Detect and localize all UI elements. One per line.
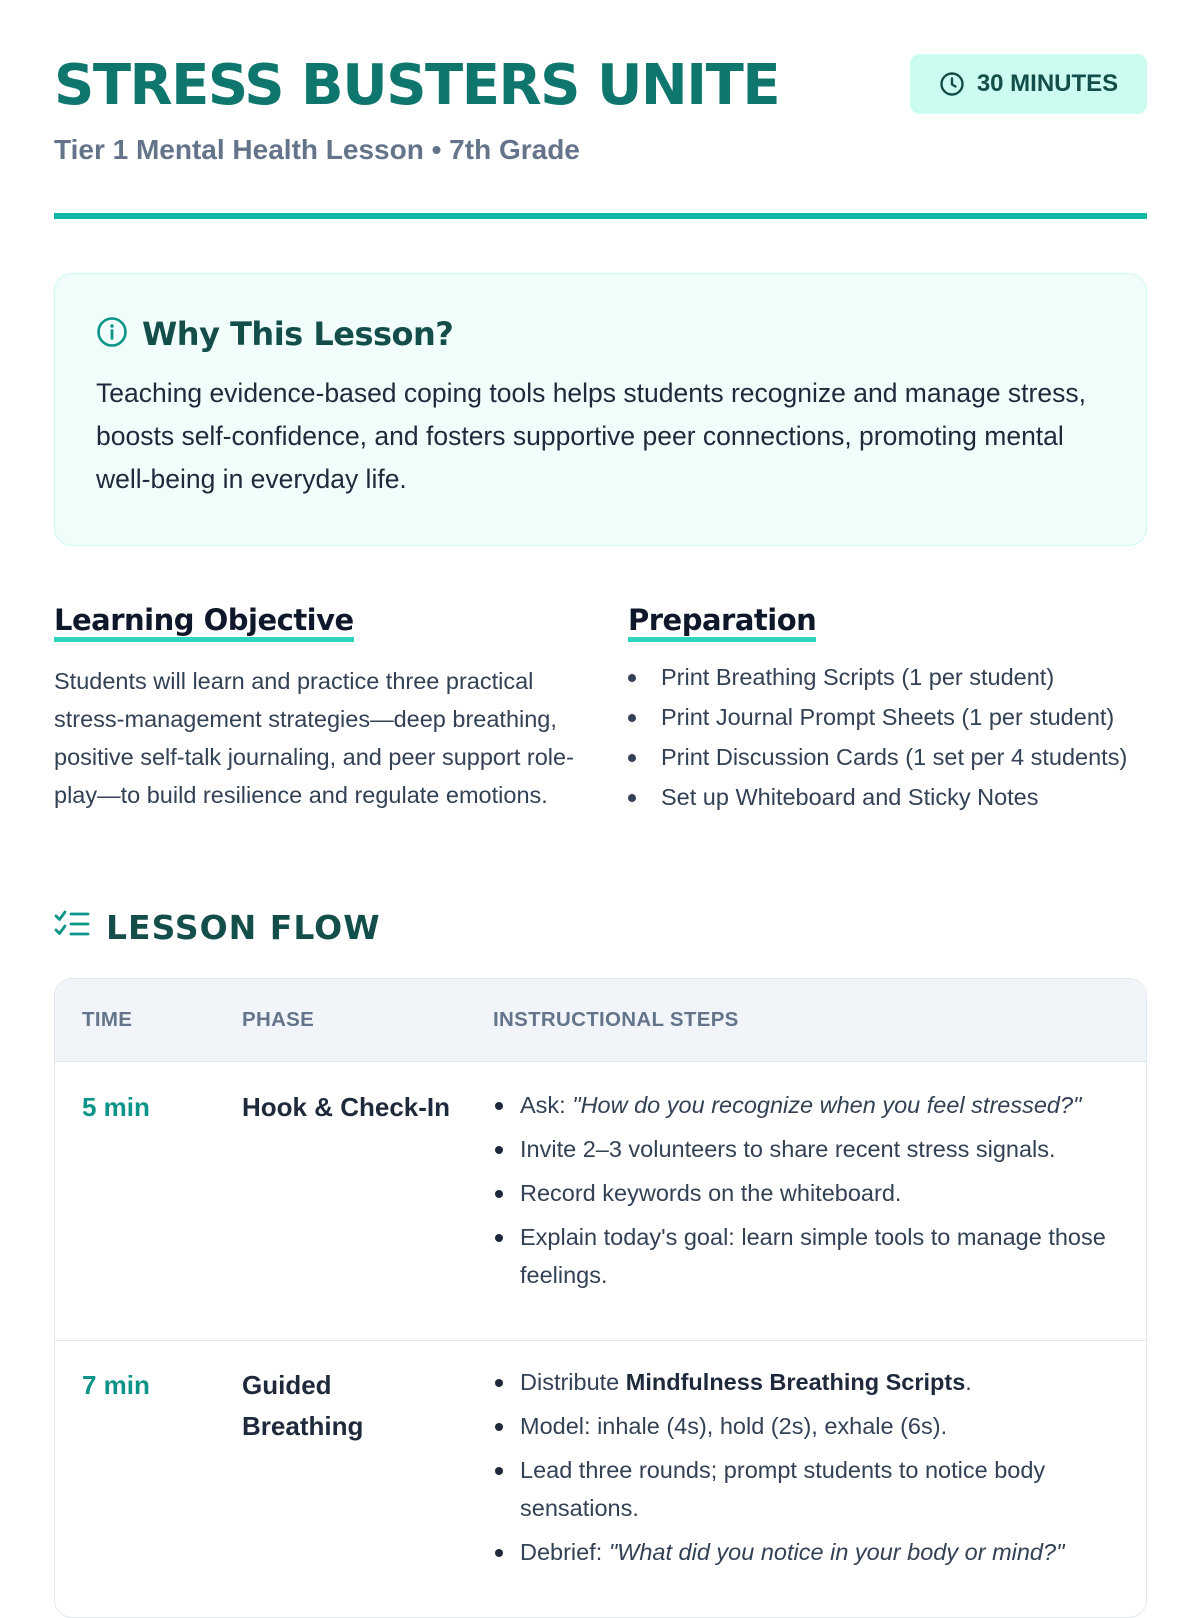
- learning-objective-column: [54, 603, 574, 814]
- step-text: .: [965, 1369, 972, 1395]
- table-row: [55, 1341, 1146, 1618]
- learning-objective-heading: Learning Objective: [54, 603, 354, 642]
- preparation-item: Print Discussion Cards (1 set per 4 students): [628, 740, 1147, 774]
- learning-objective-text: Students will learn and practice three practical stress-management strategies—deep breathing, positive self-talk journaling, and peer support role-play—to build resilience and regulate emotions.: [54, 668, 574, 808]
- step-quote: "What did you notice in your body or mind?": [608, 1539, 1065, 1565]
- duration-label: 30 MINUTES: [976, 70, 1119, 97]
- row-steps: [493, 1086, 1113, 1300]
- why-lesson-header: [96, 312, 1106, 356]
- steps-list: [493, 1363, 1113, 1571]
- column-header-steps: INSTRUCTIONAL STEPS: [493, 1008, 739, 1031]
- step-emphasis: Mindfulness Breathing Scripts: [625, 1369, 966, 1395]
- why-lesson-body: Teaching evidence-based coping tools helps students recognize and manage stress, boosts self-confidence, and fosters supportive peer connections, promoting mental well-being in everyday life.: [96, 378, 1086, 494]
- row-phase: Hook & Check-In: [242, 1092, 451, 1122]
- lesson-header: [54, 0, 1147, 220]
- step-item: [493, 1086, 1113, 1124]
- why-lesson-box: [54, 273, 1147, 546]
- step-item: Lead three rounds; prompt students to notice body sensations.: [493, 1451, 1113, 1527]
- table-row: [55, 1062, 1146, 1341]
- why-lesson-title: Why This Lesson?: [142, 315, 454, 353]
- column-header-phase: PHASE: [242, 1008, 315, 1031]
- header-divider: [54, 213, 1147, 219]
- steps-list: [493, 1086, 1113, 1294]
- step-text: Debrief:: [520, 1539, 609, 1565]
- step-quote: "How do you recognize when you feel stressed?": [572, 1092, 1082, 1118]
- row-time: 5 min: [82, 1092, 150, 1122]
- duration-badge: [910, 54, 1147, 114]
- step-item: Record keywords on the whiteboard.: [493, 1174, 1113, 1212]
- row-steps: [493, 1363, 1113, 1577]
- preparation-item: Set up Whiteboard and Sticky Notes: [628, 780, 1147, 814]
- lesson-plan: [54, 0, 1147, 1565]
- lesson-flow-header: [54, 905, 381, 949]
- row-time: 7 min: [82, 1370, 150, 1400]
- clock-icon: [939, 71, 965, 97]
- preparation-item: Print Breathing Scripts (1 per student): [628, 660, 1147, 694]
- column-header-time: TIME: [82, 1008, 133, 1031]
- preparation-list: [628, 660, 1147, 814]
- info-icon: [96, 316, 128, 353]
- page-subtitle: Tier 1 Mental Health Lesson • 7th Grade: [54, 134, 580, 165]
- step-item: Model: inhale (4s), hold (2s), exhale (6s).: [493, 1407, 1113, 1445]
- lesson-flow-title: LESSON FLOW: [106, 907, 381, 947]
- objective-preparation-section: [54, 603, 1147, 863]
- step-text: Ask:: [520, 1092, 573, 1118]
- preparation-item: Print Journal Prompt Sheets (1 per student): [628, 700, 1147, 734]
- step-item: Explain today's goal: learn simple tools to manage those feelings.: [493, 1218, 1113, 1294]
- step-text: Distribute: [520, 1369, 626, 1395]
- step-item: [493, 1363, 1113, 1401]
- row-phase: Guided Breathing: [242, 1370, 364, 1441]
- preparation-heading: Preparation: [628, 603, 816, 642]
- page-title: STRESS BUSTERS UNITE: [54, 53, 780, 118]
- checklist-icon: [54, 909, 90, 946]
- preparation-column: [628, 603, 1147, 820]
- step-item: [493, 1533, 1113, 1571]
- step-item: Invite 2–3 volunteers to share recent stress signals.: [493, 1130, 1113, 1168]
- lesson-flow-table: [54, 978, 1147, 1618]
- table-header: [55, 979, 1146, 1062]
